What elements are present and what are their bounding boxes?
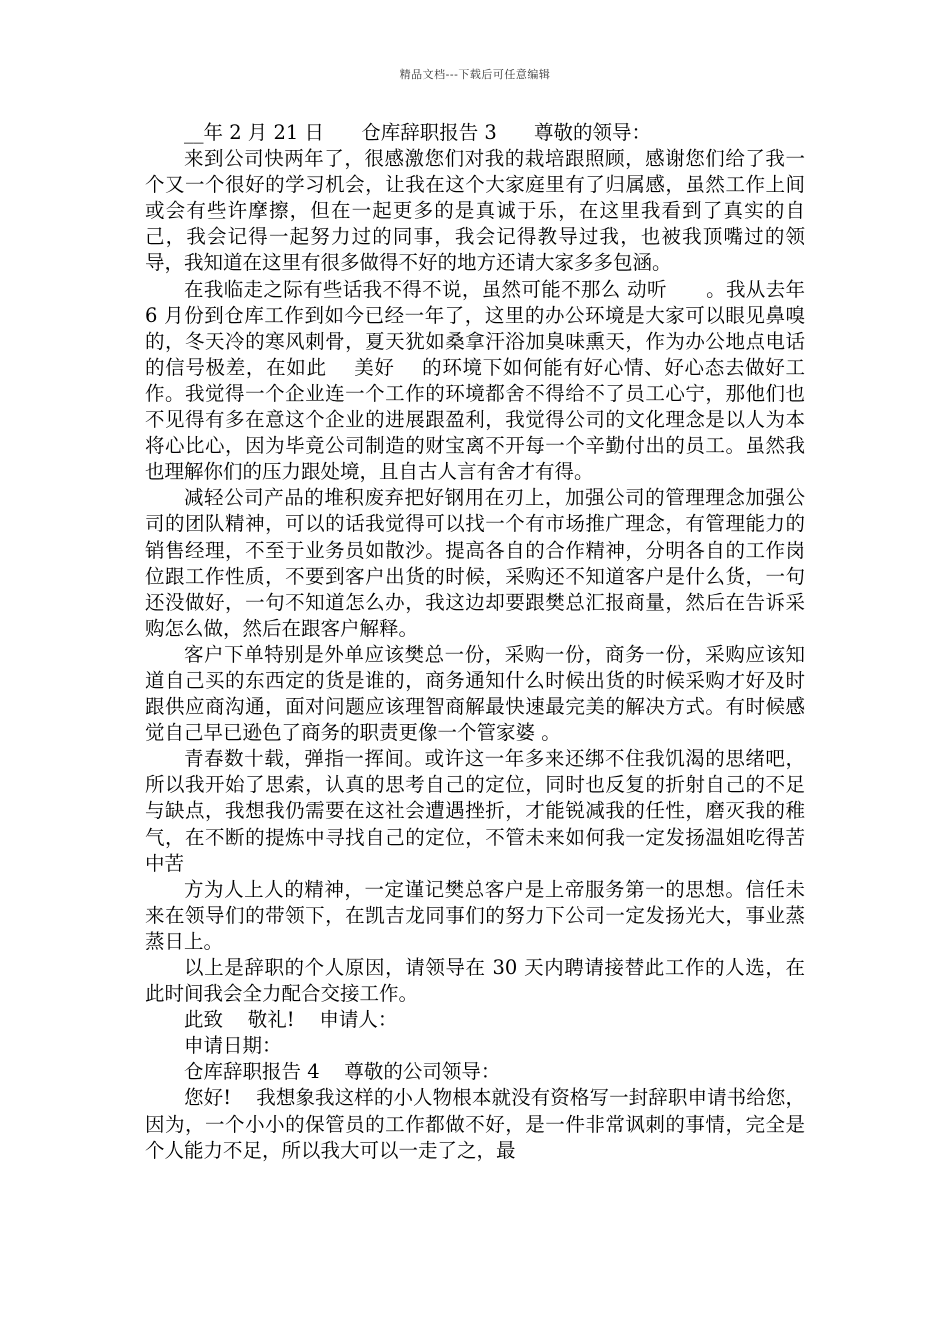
paragraph: 您好! 我想象我这样的小人物根本就没有资格写一封辞职申请书给您，因为，一个小小的保管员的工作都做不好，是一件非常讽刺的事情，完全是个人能力不足，所以我大可以一走了之，最 (145, 1086, 805, 1162)
paragraph: 减轻公司产品的堆积废弃把好钢用在刃上，加强公司的管理理念加强公司的团队精神，可以的话我觉得可以找一个有市场推广理念，有管理能力的销售经理，不至于业务员如散沙。提高各自的合作精神，分明各自的工作岗位跟工作性质，不要到客户出货的时候，采购还不知道客户是什么货，一句还没做好，一句不知道怎么办，我这边却要跟樊总汇报商量，然后在告诉采购怎么做，然后在跟客户解释。 (145, 486, 805, 640)
page-header: 精品文档---下载后可任意编辑 (399, 68, 551, 81)
paragraph: 以上是辞职的个人原因，请领导在 30 天内聘请接替此工作的人选，在此时间我会全力配合交接工作。 (145, 956, 805, 1006)
paragraph: 在我临走之际有些话我不得不说，虽然可能不那么 动听 。我从去年 6 月份到仓库工作到如今已经一年了，这里的办公环境是大家可以眼见鼻嗅的，冬天冷的寒风刺骨，夏天犹如桑拿汗浴加臭味熏天，作为办公地点电话的信号极差，在如此 美好 的环境下如何能有好心情、好心态去做好工作。我觉得一个企业连一个工作的环境都舍不得给不了员工心宁，那他们也不见得有多在意这个企业的进展跟盈利，我觉得公司的文化理念是以人为本将心比心，因为毕竟公司制造的财宝离不开每一个辛勤付出的员工。虽然我也理解你们的压力跟处境，且自古人言有舍才有得。 (145, 277, 812, 484)
paragraph: 青春数十载，弹指一挥间。或许这一年多来还绑不住我饥渴的思绪吧，所以我开始了思索，认真的思考自己的定位，同时也反复的折射自己的不足与缺点，我想我仍需要在这社会遭遇挫折，才能锐减我的任性，磨灭我的稚气，在不断的提炼中寻找自己的定位，不管未来如何我一定发扬温姐吃得苦中苦 (145, 747, 805, 875)
application-date-line: 申请日期： (184, 1034, 282, 1058)
paragraph: 方为人上人的精神，一定谨记樊总客户是上帝服务第一的思想。信任未来在领导们的带领下，在凯吉龙同事们的努力下公司一定发扬光大，事业蒸蒸日上。 (145, 877, 805, 953)
paragraph: 客户下单特别是外单应该樊总一份，采购一份，商务一份，采购应该知道自己买的东西定的货是谁的，商务通知什么时候出货的时候采购才好及时跟供应商沟通，面对问题应该理智商解最快速最完美的解决方式。有时候感觉自己早已逊色了商务的职责更像一个管家婆 。 (145, 642, 805, 745)
report-title-line: 仓库辞职报告 4 尊敬的公司领导： (184, 1060, 501, 1084)
document-body (145, 120, 812, 1164)
paragraph-date-title: __年 2 月 21 日 仓库辞职报告 3 尊敬的领导： (184, 121, 652, 144)
paragraph: 来到公司快两年了，很感激您们对我的栽培跟照顾，感谢您们给了我一个又一个很好的学习机会，让我在这个大家庭里有了归属感，虽然工作上间或会有些许摩擦，但在一起更多的是真诚于乐，在这里我看到了真实的自己，我会记得一起努力过的同事，我会记得教导过我，也被我顶嘴过的领导，我知道在这里有很多做得不好的地方还请大家多多包涵。 (145, 147, 805, 275)
closing-line: 此致 敬礼! 申请人： (184, 1008, 398, 1032)
